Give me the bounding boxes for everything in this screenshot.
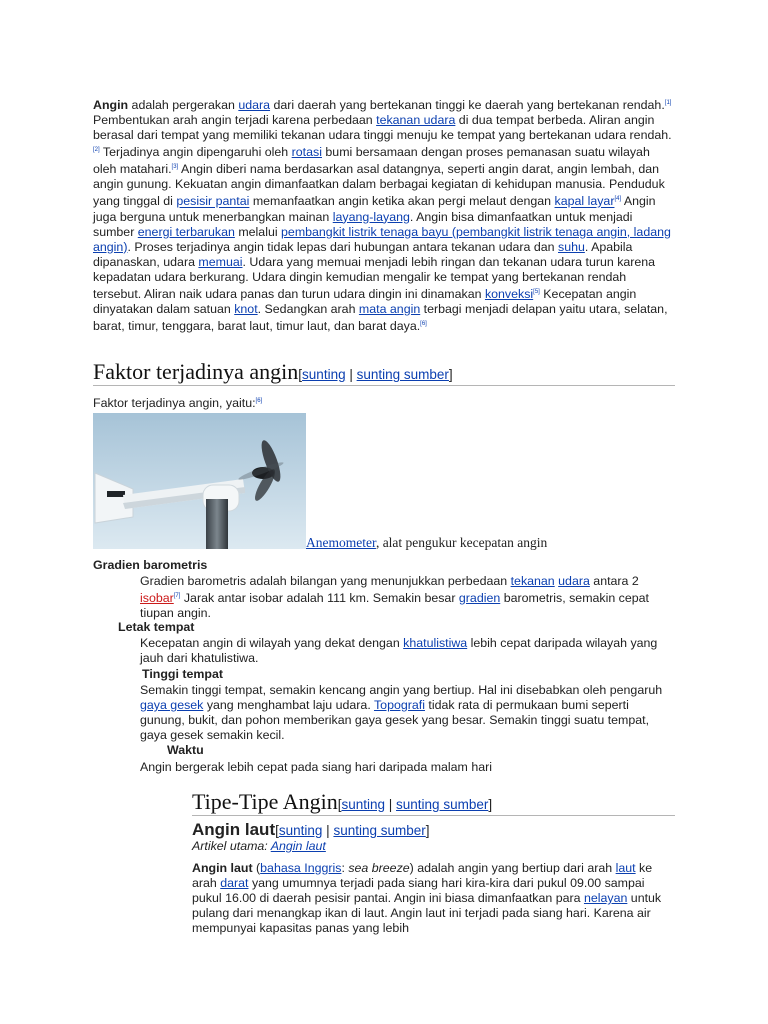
text: . Proses terjadinya angin tidak lepas dari hubungan antara tekanan udara dan: [127, 239, 558, 254]
text: barometris, semakin cepat tiupan angin.: [140, 591, 649, 621]
anemometer-image: [93, 413, 306, 549]
link-kapal-layar[interactable]: kapal layar: [554, 194, 615, 209]
link-pltb[interactable]: pembangkit listrik tenaga bayu (pembangkit listrik tenaga angin, ladang angin): [93, 224, 671, 254]
link-udara[interactable]: udara: [238, 98, 271, 113]
term-gradien: Gradien barometris: [93, 558, 208, 572]
text: Angin diberi nama berdasarkan asal datangnya, seperti angin darat, angin lembah, dan angin gunung. Kekuatan angin dimanfaatkan dalam berbagai kegiatan di kehidupan manusia. Penduduk yang tinggal di: [93, 162, 665, 209]
bracket: ]: [425, 823, 430, 838]
separator: |: [385, 797, 397, 812]
link-tekanan[interactable]: tekanan: [510, 574, 555, 588]
text: lebih cepat daripada wilayah yang jauh dari khatulistiwa.: [140, 636, 658, 665]
bracket: [: [337, 797, 342, 812]
text: bumi bersamaan dengan proses pemanasan suatu wilayah oleh matahari.: [93, 145, 650, 177]
link-laut[interactable]: laut: [615, 861, 636, 875]
link-darat[interactable]: darat: [220, 876, 249, 890]
separator: |: [345, 367, 357, 382]
text: ke arah: [192, 861, 653, 890]
link-mata-angin[interactable]: mata angin: [358, 301, 421, 316]
text: dari daerah yang bertekanan tinggi ke daerah yang bertekanan rendah.: [270, 98, 665, 113]
text: . Apabila dipanaskan, udara: [93, 239, 633, 269]
text: Faktor terjadinya angin, yaitu:: [93, 396, 256, 411]
faktor-intro: [93, 394, 262, 411]
text: . Sedangkan arah: [257, 301, 359, 316]
link-khatulistiwa[interactable]: khatulistiwa: [403, 636, 468, 650]
heading-rule: [93, 385, 675, 386]
image-caption: [306, 535, 547, 551]
edit-source-link[interactable]: sunting sumber: [356, 367, 449, 382]
text: :: [341, 861, 349, 875]
text: melalui: [234, 224, 282, 239]
redlink-isobar[interactable]: isobar: [140, 591, 174, 606]
link-topografi[interactable]: Topografi: [373, 698, 425, 712]
text: Jarak antar isobar adalah 111 km. Semakin besar: [180, 591, 459, 606]
edit-source-link[interactable]: sunting sumber: [396, 797, 489, 812]
link-tekanan-udara[interactable]: tekanan udara: [376, 113, 456, 128]
text: Angin juga berguna untuk menerbangkan mainan: [93, 194, 656, 224]
link-udara-2[interactable]: udara: [558, 574, 590, 588]
text: Kecepatan angin dinyatakan dalam satuan: [93, 286, 637, 316]
heading-tipe-tipe-angin: [192, 789, 492, 815]
text: adalah pergerakan: [128, 98, 239, 113]
edit-link[interactable]: sunting: [341, 797, 386, 812]
text: Gradien barometris adalah bilangan yang menunjukkan perbedaan: [140, 574, 511, 588]
text: Terjadinya angin dipengaruhi oleh: [99, 145, 292, 160]
text: yang umumnya terjadi pada siang hari kira-kira dari pukul 09.00 sampai pukul 16.00 di daerah pesisir pantai. Angin ini biasa dimanfaatkan para: [192, 876, 645, 905]
note-label: Artikel utama:: [192, 839, 271, 853]
angin-laut-paragraph: [192, 861, 675, 936]
link-rotasi[interactable]: rotasi: [291, 145, 322, 160]
citation-link[interactable]: [6]: [420, 320, 427, 327]
desc-letak-tempat: [140, 636, 675, 666]
text: Semakin tinggi tempat, semakin kencang angin yang bertiup. Hal ini disebabkan oleh pengaruh: [140, 683, 663, 697]
italic-text: sea breeze: [348, 861, 410, 875]
term-tinggi-tempat: Tinggi tempat: [142, 667, 223, 681]
citation-link[interactable]: [7]: [173, 593, 181, 599]
link-nelayan[interactable]: nelayan: [583, 891, 628, 905]
text: tidak rata di permukaan bumi seperti gunung, bukit, dan pohon memberikan gaya gesek yang besar. Semakin tinggi suatu tempat, gaya gesek semakin kecil.: [140, 698, 650, 742]
desc-waktu: Angin bergerak lebih cepat pada siang hari daripada malam hari: [140, 760, 492, 774]
heading-faktor: [93, 359, 453, 385]
text: antara 2: [589, 574, 639, 588]
citation-link[interactable]: [6]: [255, 398, 263, 404]
citation-link[interactable]: [4]: [614, 196, 622, 203]
edit-link[interactable]: sunting: [278, 823, 323, 838]
text: . Angin bisa dimanfaatkan untuk menjadi sumber: [93, 209, 633, 239]
desc-tinggi-tempat: [140, 683, 675, 743]
link-suhu[interactable]: suhu: [558, 239, 585, 254]
text: Pembentukan arah angin terjadi karena perbedaan: [93, 113, 377, 128]
text: yang menghambat laju udara.: [203, 698, 374, 712]
link-konveksi[interactable]: konveksi: [484, 286, 534, 301]
link-memuai[interactable]: memuai: [198, 254, 243, 269]
text: terbagi menjadi delapan yaitu utara, selatan, barat, timur, tenggara, barat laut, timur laut, dan barat daya.: [93, 301, 668, 333]
link-anemometer[interactable]: Anemometer: [306, 535, 376, 550]
edit-source-link[interactable]: sunting sumber: [333, 823, 426, 838]
link-gaya-gesek[interactable]: gaya gesek: [140, 698, 204, 712]
link-layang-layang[interactable]: layang-layang: [332, 209, 410, 224]
edit-section: [338, 797, 492, 812]
link-gradien[interactable]: gradien: [458, 591, 501, 606]
link-bahasa-inggris[interactable]: bahasa Inggris: [260, 861, 342, 875]
term-letak-tempat: Letak tempat: [118, 620, 195, 634]
term-waktu: Waktu: [167, 743, 204, 757]
caption-text: , alat pengukur kecepatan angin: [375, 535, 548, 550]
text: Kecepatan angin di wilayah yang dekat dengan: [140, 636, 404, 650]
edit-section: [275, 823, 429, 838]
edit-section: [298, 367, 452, 382]
text: di dua tempat berbeda. Aliran angin berasal dari tempat yang memiliki tekanan udara tinggi menuju ke tempat yang bertekanan udara rendah.: [93, 113, 672, 143]
intro-paragraph: [93, 96, 675, 334]
heading-rule: [192, 815, 675, 816]
citation-link[interactable]: [1]: [664, 100, 672, 106]
citation-link[interactable]: [3]: [171, 164, 179, 171]
bracket: ]: [448, 367, 453, 382]
main-article-note: [192, 839, 326, 853]
heading-text: Tipe-Tipe Angin: [192, 789, 338, 814]
edit-link[interactable]: sunting: [302, 367, 346, 382]
bracket: [: [275, 823, 279, 838]
bracket: ]: [488, 797, 493, 812]
desc-gradien: [140, 574, 675, 621]
bracket: [: [298, 367, 303, 382]
link-knot[interactable]: knot: [234, 301, 258, 316]
citation-link[interactable]: [2]: [93, 147, 100, 154]
text: memanfaatkan angin ketika akan pergi melaut dengan: [249, 194, 555, 209]
link-energi-terbarukan[interactable]: energi terbarukan: [137, 224, 235, 239]
text: ) adalah angin yang bertiup dari arah: [409, 861, 616, 875]
citation-link[interactable]: [5]: [533, 288, 540, 295]
intro-term: Angin: [93, 98, 129, 113]
heading-text: Faktor terjadinya angin: [93, 359, 299, 384]
link-main-article[interactable]: Angin laut: [270, 839, 326, 853]
text: (: [252, 861, 261, 875]
separator: |: [322, 823, 334, 838]
text: untuk pulang dari menangkap ikan di laut. Angin laut ini terjadi pada siang hari. Karena air mempunyai kapasitas panas yang lebih: [192, 891, 662, 935]
anemometer-photo: [93, 413, 306, 549]
heading-text: Angin laut: [192, 820, 276, 839]
link-pesisir-pantai[interactable]: pesisir pantai: [176, 194, 250, 209]
term-angin-laut: Angin laut: [192, 861, 253, 875]
heading-angin-laut: [192, 820, 430, 840]
text: . Udara yang memuai menjadi lebih ringan dan tekanan udara turun karena kepadatan udara berkurang. Udara dingin kemudian mengalir ke tempat yang bertekanan rendah tersebut. Aliran naik udara panas dan turun udara dingin ini dinamakan: [93, 254, 656, 301]
